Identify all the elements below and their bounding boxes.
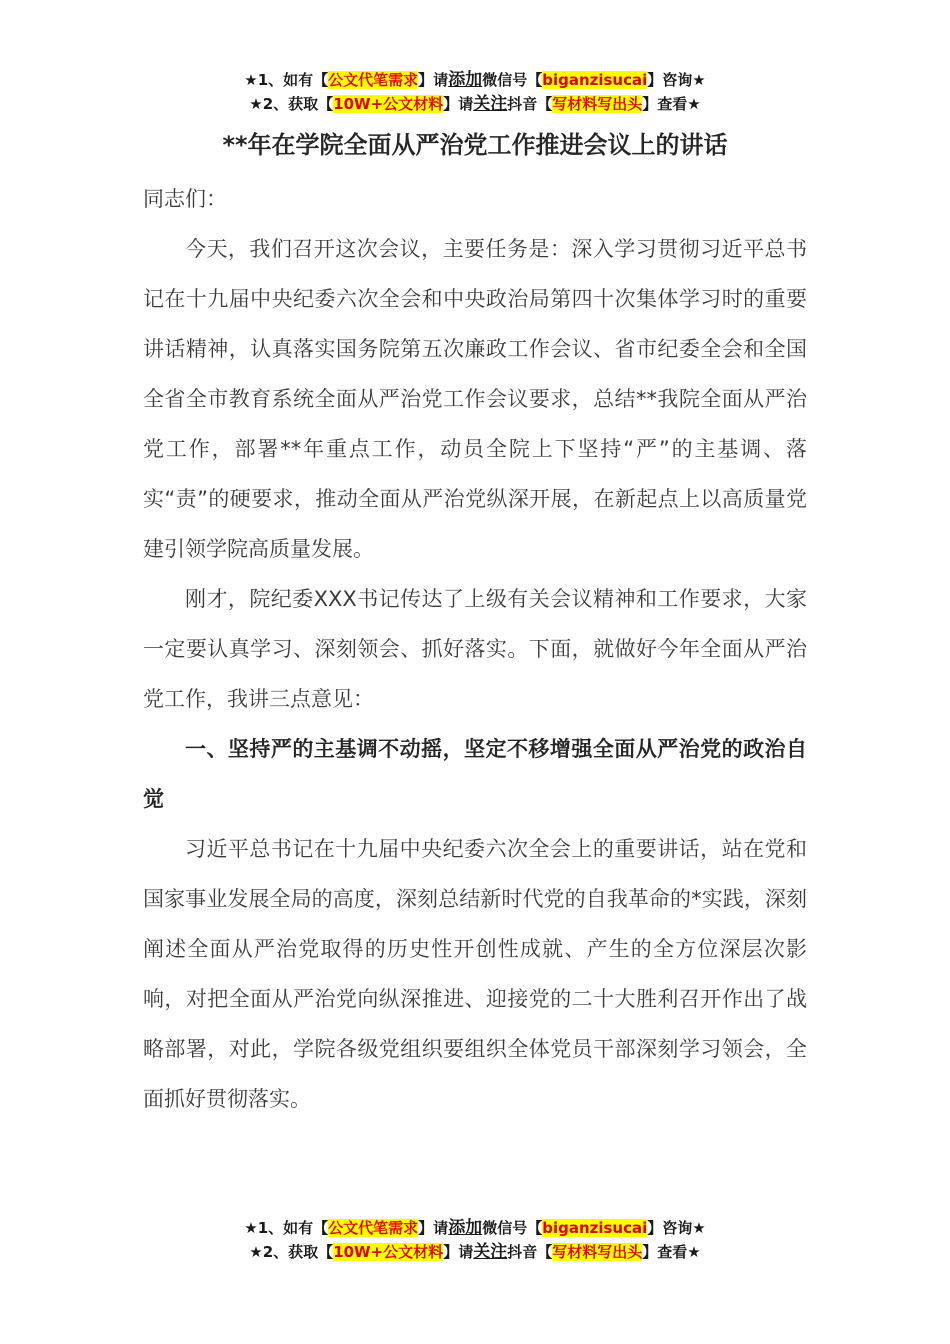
promo-text: ★1、如有【 [244,71,329,89]
promo-text: ★2、获取【 [249,1243,334,1261]
promo-highlight: 写材料写出头 [552,1243,643,1261]
header-promo-banner [0,68,950,116]
promo-text: 】查看★ [642,95,701,113]
section-heading-1: 一、坚持严的主基调不动摇，坚定不移增强全面从严治党的政治自觉 [143,737,807,811]
promo-line-1 [0,68,950,92]
promo-text: 】请 [443,1243,474,1261]
footer-promo-banner [0,1216,950,1264]
promo-underline: 添加 [448,1218,483,1238]
salutation: 同志们： [143,187,227,211]
promo-text: ★2、获取【 [249,95,334,113]
promo-line-1 [0,1216,950,1240]
promo-underline: 关注 [473,94,508,114]
promo-line-2 [0,92,950,116]
promo-text: 】咨询★ [647,1219,706,1237]
promo-highlight: 10W+公文材料 [333,95,444,113]
document-body [143,174,807,1124]
promo-text: 】查看★ [642,1243,701,1261]
promo-text: 】请 [418,1219,449,1237]
promo-text: ★1、如有【 [244,1219,329,1237]
promo-text: 微信号【 [482,1219,543,1237]
paragraph-2: 刚才，院纪委XXX书记传达了上级有关会议精神和工作要求，大家一定要认真学习、深刻领会、抓好落实。下面，就做好今年全面从严治党工作，我讲三点意见： [143,587,807,711]
promo-text: 】请 [443,95,474,113]
promo-highlight: 公文代笔需求 [328,1219,419,1237]
document-title: **年在学院全面从严治党工作推进会议上的讲话 [222,131,728,159]
promo-text: 抖音【 [507,1243,553,1261]
promo-highlight: 公文代笔需求 [328,71,419,89]
promo-text: 】咨询★ [647,71,706,89]
promo-highlight: biganzisucai [542,71,648,89]
promo-line-2 [0,1240,950,1264]
promo-underline: 关注 [473,1242,508,1262]
promo-underline: 添加 [448,70,483,90]
paragraph-3: 习近平总书记在十九届中央纪委六次全会上的重要讲话，站在党和国家事业发展全局的高度，深刻总结新时代党的自我革命的*实践，深刻阐述全面从严治党取得的历史性开创性成就、产生的全方位深层次影响，对把全面从严治党向纵深推进、迎接党的二十大胜利召开作出了战略部署，对此，学院各级党组织要组织全体党员干部深刻学习领会，全面抓好贯彻落实。 [143,837,807,1111]
paragraph-1: 今天，我们召开这次会议，主要任务是：深入学习贯彻习近平总书记在十九届中央纪委六次全会和中央政治局第四十次集体学习时的重要讲话精神，认真落实国务院第五次廉政工作会议、省市纪委全会和全国全省全市教育系统全面从严治党工作会议要求，总结**我院全面从严治党工作，部署**年重点工作，动员全院上下坚持“严”的主基调、落实“责”的硬要求，推动全面从严治党纵深开展，在新起点上以高质量党建引领学院高质量发展。 [143,237,807,561]
promo-text: 抖音【 [507,95,553,113]
promo-text: 】请 [418,71,449,89]
promo-highlight: 写材料写出头 [552,95,643,113]
promo-text: 微信号【 [482,71,543,89]
promo-highlight: 10W+公文材料 [333,1243,444,1261]
promo-highlight: biganzisucai [542,1219,648,1237]
